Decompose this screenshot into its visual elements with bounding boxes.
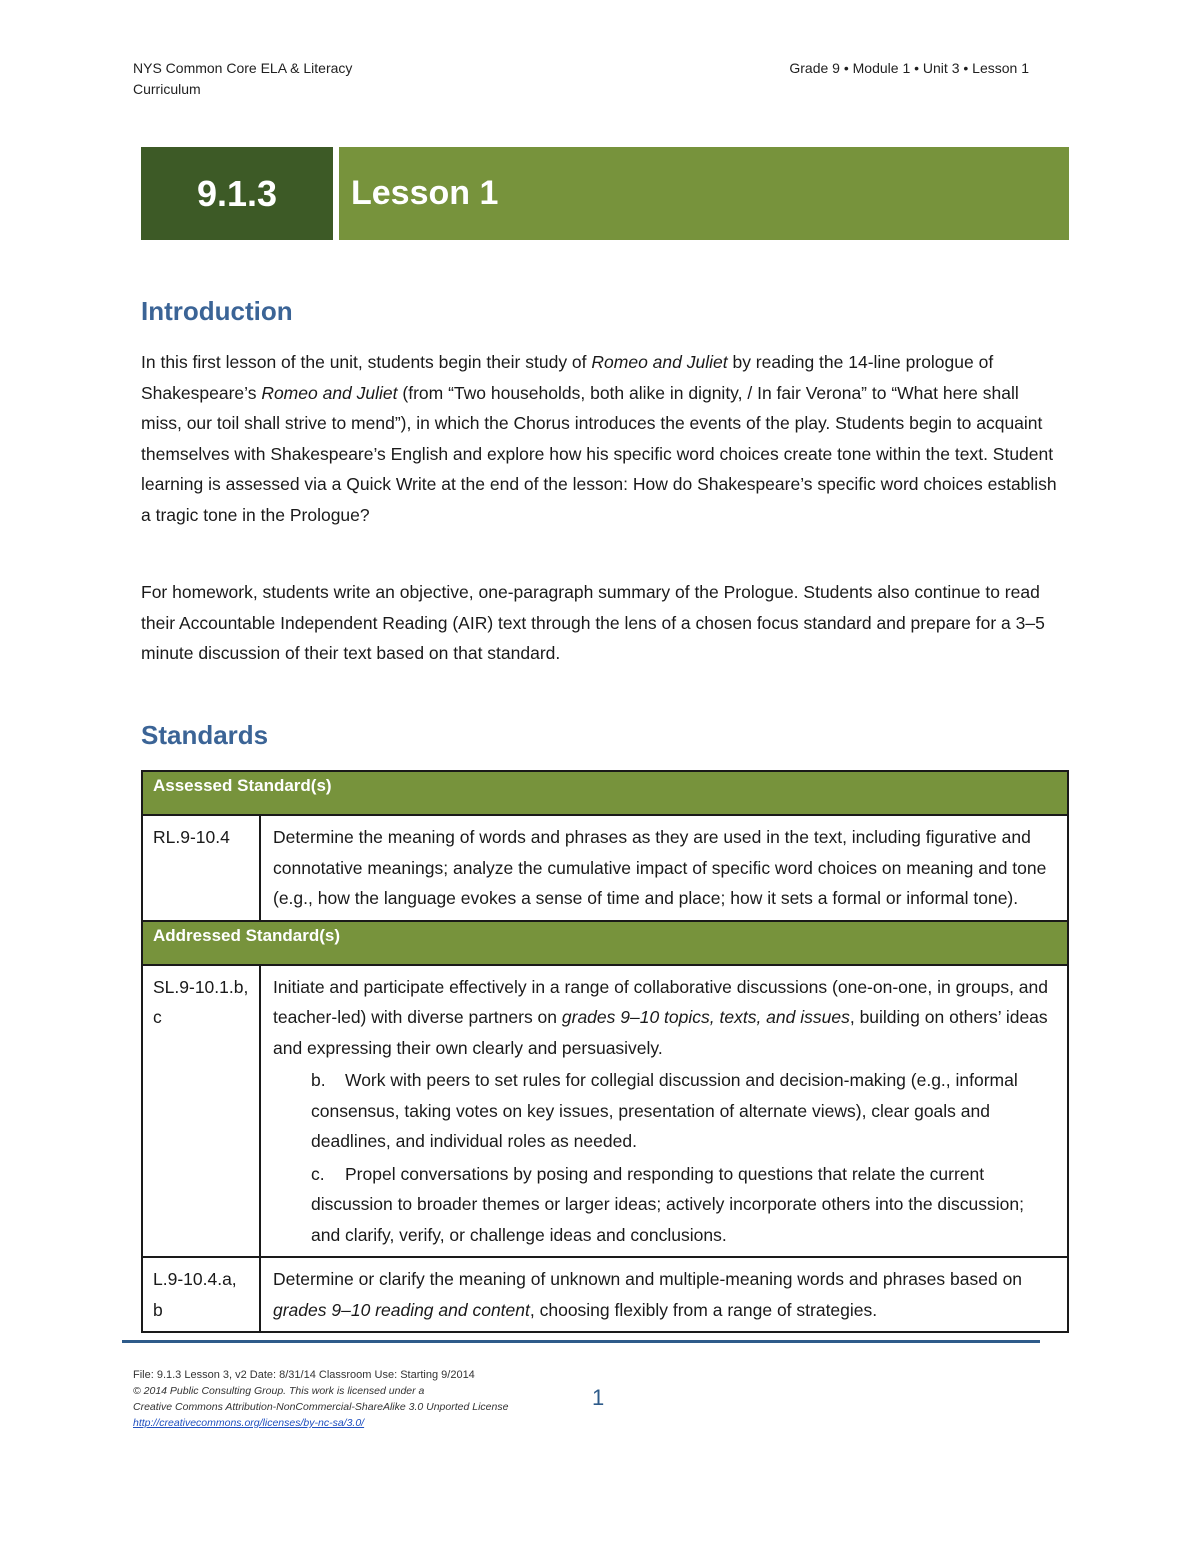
title-italic: Romeo and Juliet	[591, 352, 728, 372]
introduction-paragraph-2: For homework, students write an objective, one-paragraph summary of the Prologue. Students also continue to read their Accountable Independent Reading (AIR) text through the lens of a chosen focus standard and prepare for a 3–5 minute discussion of their text based on that standard.	[141, 582, 1045, 663]
header-left	[133, 58, 352, 100]
header-right: Grade 9 • Module 1 • Unit 3 • Lesson 1	[789, 60, 1029, 76]
header-title: NYS Common Core ELA & Literacy	[133, 60, 353, 76]
table-row	[142, 815, 1068, 921]
standards-heading: Standards	[141, 720, 269, 750]
sub-text: Work with peers to set rules for collegial discussion and decision-making (e.g., informal consensus, taking votes on key issues, presentation of alternate views), clear goals and deadlines, and individual roles as needed.	[311, 1070, 1018, 1151]
sub-label: c.	[311, 1163, 325, 1184]
standard-description	[260, 1257, 1068, 1332]
standards-table	[141, 770, 1069, 1333]
footer-license-link[interactable]: http://creativecommons.org/licenses/by-nc-sa/3.0/	[133, 1417, 365, 1429]
footer-license: Creative Commons Attribution-NonCommercial-ShareAlike 3.0 Unported License	[133, 1401, 509, 1413]
assessed-standards-header: Assessed Standard(s)	[142, 771, 1068, 815]
standard-code: L.9-10.4.a, b	[142, 1257, 260, 1332]
text-segment: , choosing flexibly from a range of strategies.	[529, 1299, 878, 1320]
page-number: 1	[592, 1385, 605, 1410]
footer	[133, 1367, 508, 1431]
footer-copyright: © 2014 Public Consulting Group. This work is licensed under a	[133, 1385, 425, 1397]
table-row	[142, 965, 1068, 1258]
text-segment: (from “Two households, both alike in dignity, / In fair Verona” to “What here shall miss, our toil shall strive to mend”), in which the Chorus introduces the events of the play. Students begin to acquaint themselves with Shakespeare’s English and explore how his specific word choices create tone within the text. Student learning is assessed via a Quick Write at the end of the lesson: How do Shakespeare’s specific word choices establish a tragic tone in the Prologue?	[141, 382, 1057, 525]
lesson-banner	[141, 147, 1069, 240]
sub-label: b.	[311, 1070, 326, 1090]
table-row	[142, 1257, 1068, 1332]
text-segment: Determine or clarify the meaning of unknown and multiple-meaning words and phrases based on	[273, 1269, 1023, 1289]
standard-description: Determine the meaning of words and phrases as they are used in the text, including figurative and connotative meanings; analyze the cumulative impact of specific word choices on meaning and tone (e.g., how the language evokes a sense of time and place; how it sets a formal or informal tone).	[260, 815, 1068, 921]
banner-title: Lesson 1	[339, 147, 1069, 240]
assessed-standards-header-row	[142, 771, 1068, 815]
text-segment: In this first lesson of the unit, students begin their study of	[141, 352, 592, 372]
standard-code: SL.9-10.1.b, c	[142, 965, 260, 1258]
introduction-heading: Introduction	[141, 296, 293, 326]
italic-phrase: grades 9–10 reading and content	[273, 1299, 530, 1320]
sub-text: Propel conversations by posing and responding to questions that relate the current discussion to broader themes or larger ideas; actively incorporate others into the discussion; and clarify, verify, or challenge ideas and conclusions.	[311, 1163, 1025, 1245]
header-subtitle: Curriculum	[133, 81, 201, 97]
standard-main-text	[273, 972, 1055, 1064]
text-segment: Initiate and participate effectively in a range of collaborative discussions (one-on-one, in groups, and teacher-led) with diverse partners on	[273, 976, 1049, 1027]
banner-number: 9.1.3	[141, 147, 333, 240]
footer-divider	[122, 1340, 1040, 1343]
standard-code: RL.9-10.4	[142, 815, 260, 921]
sub-standard-b	[273, 1065, 1055, 1157]
text-segment: by reading the 14-line prologue of Shakespeare’s	[141, 352, 994, 403]
introduction-paragraph-1	[141, 347, 1061, 530]
italic-phrase: grades 9–10 topics, texts, and issues	[561, 1007, 850, 1027]
title-italic: Romeo and Juliet	[261, 382, 398, 403]
standard-description	[260, 965, 1068, 1258]
addressed-standards-header: Addressed Standard(s)	[142, 921, 1068, 965]
sub-standard-c	[273, 1159, 1055, 1251]
text-segment: , building on others’ ideas and expressing their own clearly and persuasively.	[273, 1007, 1048, 1058]
addressed-standards-header-row	[142, 921, 1068, 965]
footer-file-info: File: 9.1.3 Lesson 3, v2 Date: 8/31/14 Classroom Use: Starting 9/2014	[133, 1369, 475, 1381]
